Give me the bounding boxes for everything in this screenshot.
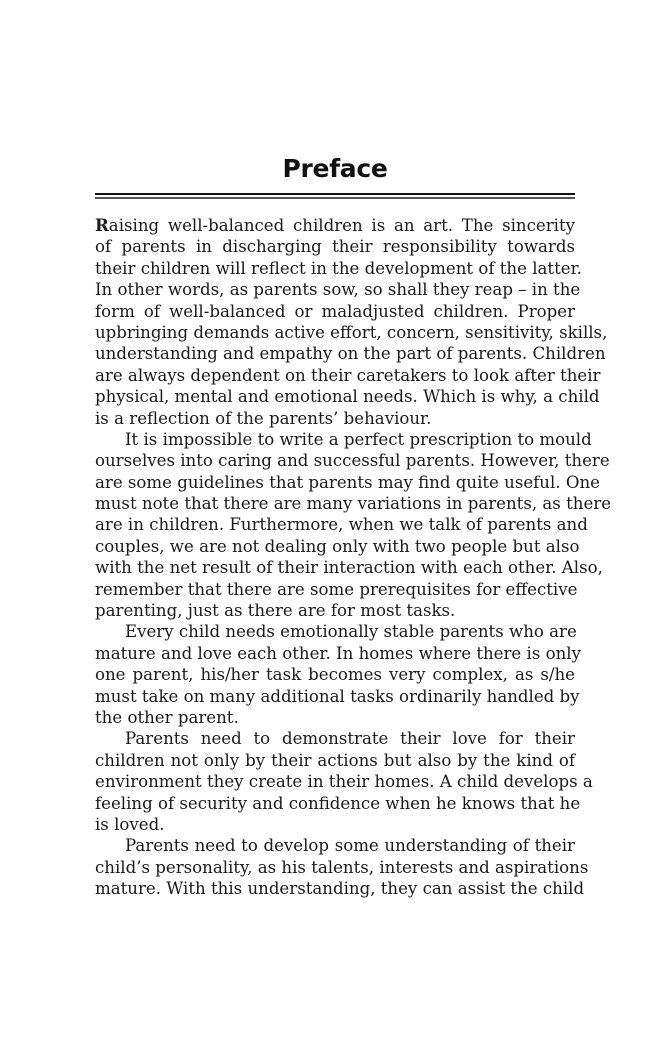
paragraph-line: Every child needs emotionally stable parents who are xyxy=(125,622,577,642)
paragraph-line: are some guidelines that parents may find quite useful. One xyxy=(95,472,600,492)
paragraph-line: are always dependent on their caretakers to look after their xyxy=(95,365,601,385)
paragraph-line: with the net result of their interaction with each other. Also, xyxy=(95,558,603,578)
paragraph-line: must note that there are many variations in parents, as there xyxy=(95,494,612,514)
paragraph-line: couples, we are not dealing only with two people but also xyxy=(95,536,580,556)
paragraph-line: must take on many additional tasks ordinarily handled by xyxy=(95,686,580,706)
paragraph-line: of parents in discharging their responsibility towards xyxy=(95,237,575,257)
paragraph-line: Parents need to demonstrate their love for their xyxy=(125,729,575,749)
paragraph-line: mature. With this understanding, they can assist the child xyxy=(95,879,585,899)
page-title: Preface xyxy=(282,154,388,183)
paragraph-line: form of well-balanced or maladjusted children. Proper xyxy=(95,301,575,321)
paragraph-line: child’s personality, as his talents, interests and aspirations xyxy=(95,857,589,877)
paragraph-line: is a reflection of the parents’ behaviour. xyxy=(95,408,432,428)
paragraph-line: environment they create in their homes. A child develops a xyxy=(95,772,593,792)
title-rule-thin xyxy=(95,197,575,199)
paragraph-line: physical, mental and emotional needs. Which is why, a child xyxy=(95,387,600,407)
paragraph-line: It is impossible to write a perfect prescription to mould xyxy=(125,429,592,449)
lead-letter: R xyxy=(95,215,109,235)
paragraph-line: mature and love each other. In homes where there is only xyxy=(95,643,581,663)
paragraph-line: children not only by their actions but also by the kind of xyxy=(95,750,575,770)
body-text xyxy=(95,215,612,900)
paragraph-line: one parent, his/her task becomes very complex, as s/he xyxy=(95,665,575,685)
paragraph-line: the other parent. xyxy=(95,707,239,727)
paragraph-line: are in children. Furthermore, when we talk of parents and xyxy=(95,515,588,535)
paragraph-line: understanding and empathy on the part of parents. Children xyxy=(95,344,606,364)
paragraph-line: upbringing demands active effort, concern, sensitivity, skills, xyxy=(95,322,608,342)
paragraph-line: their children will reflect in the development of the latter. xyxy=(95,258,582,278)
title-rule-thick xyxy=(95,193,575,195)
paragraph-line: ourselves into caring and successful parents. However, there xyxy=(95,451,610,471)
paragraph-line: remember that there are some prerequisites for effective xyxy=(95,579,578,599)
paragraph-line: parenting, just as there are for most tasks. xyxy=(95,601,456,621)
paragraph-line: is loved. xyxy=(95,814,165,834)
paragraph-1-line-1: Raising well-balanced children is an art. The sincerity xyxy=(95,215,575,235)
paragraph-line: Parents need to develop some understanding of their xyxy=(125,836,575,856)
paragraph-line: In other words, as parents sow, so shall they reap – in the xyxy=(95,280,581,300)
paragraph-line: feeling of security and confidence when he knows that he xyxy=(95,793,581,813)
